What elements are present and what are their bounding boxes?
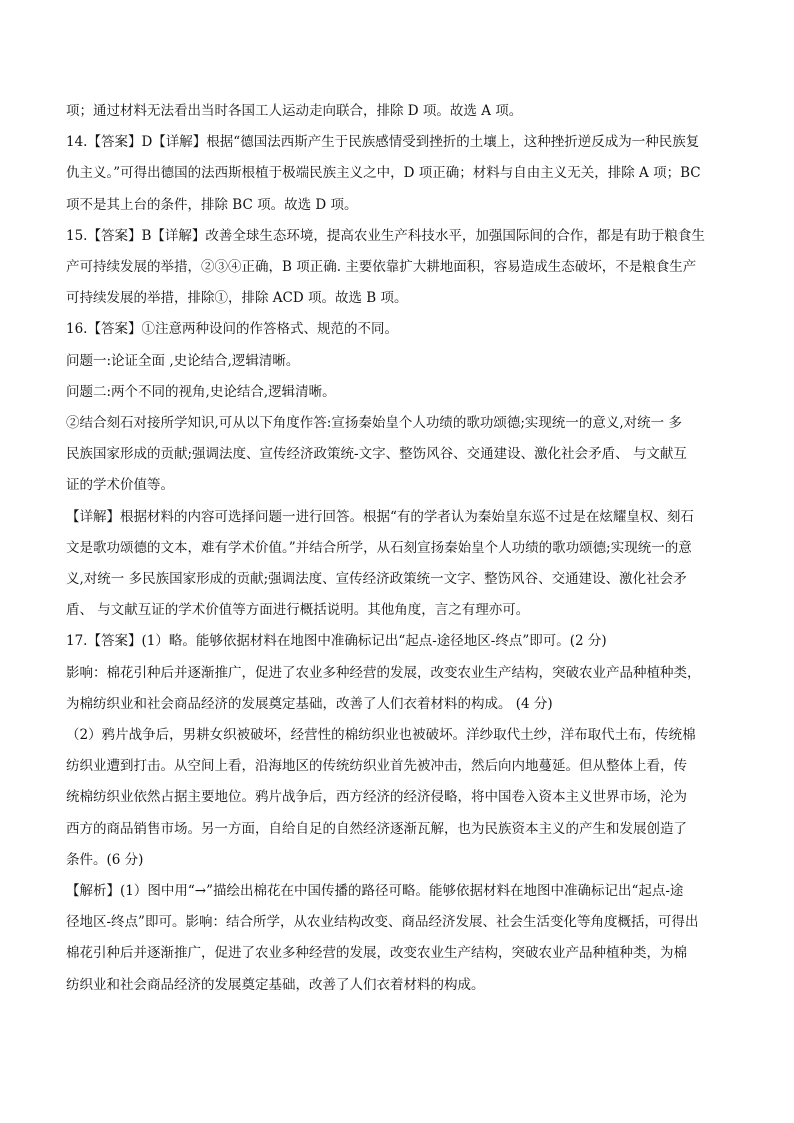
text-line: 仇主义。”可得出德国的法西斯根植于极端民族主义之中，D 项正确；材料与自由主义无关，排除 A 项；BC	[66, 165, 701, 182]
text-line: 可持续发展的举措，排除①，排除 ACD 项。故选 B 项。	[66, 290, 408, 307]
text-line: 产可持续发展的举措，②③④正确，B 项正确. 主要依靠扩大耕地面积，容易造成生态破坏，不是粮食生产	[66, 259, 697, 276]
text-line: 14.【答案】D【详解】根据“德国法西斯产生于民族感情受到挫折的土壤上，这种挫折逆反成为一种民族复	[66, 134, 700, 151]
text-line: 问题一:论证全面 ,史论结合,逻辑清晰。	[66, 352, 300, 369]
text-line: 项；通过材料无法看出当时各国工人运动走向联合，排除 D 项。故选 A 项。	[66, 103, 523, 119]
text-line: 问题二:两个不同的视角,史论结合,逻辑清晰。	[66, 383, 336, 400]
text-line: 盾、 与文献互证的学术价值等方面进行概括说明。其他角度，言之有理亦可。	[66, 602, 530, 619]
text-line: 西方的商品销售市场。另一方面，自给自足的自然经济逐渐瓦解，也为民族资本主义的产生和发展创造了	[66, 820, 687, 837]
text-line: 棉花引种后并逐渐推广，促进了农业多种经营的发展，改变农业生产结构，突破农业产品种植种类，为棉	[66, 945, 687, 962]
text-line: 17.【答案】(1）略。能够依据材料在地图中准确标记出“起点-途径地区-终点”即可。(2 分)	[66, 633, 607, 650]
text-line: 义,对统一 多民族国家形成的贡献;强调法度、宣传经济政策统一文字、整饬风谷、交通建设、激化社会矛	[66, 571, 687, 588]
text-line: 民族国家形成的贡献;强调法度、宣传经济政策统-文字、整饬风谷、交通建设、激化社会矛盾、 与文献互	[66, 446, 687, 463]
text-line: 统棉纺织业依然占据主要地位。鸦片战争后，西方经济的经济侵略，将中国卷入资本主义世界市场，沦为	[66, 789, 687, 806]
text-line: 15.【答案】B【详解】改善全球生态环境，提高农业生产科技水平，加强国际间的合作，都是有助于粮食生	[66, 227, 705, 244]
text-line: 项不是其上台的条件，排除 BC 项。故选 D 项。	[66, 196, 358, 213]
text-line: 16.【答案】①注意两种设问的作答格式、规范的不同。	[66, 321, 398, 338]
text-line: 为棉纺织业和社会商品经济的发展奠定基础，改善了人们衣着材料的构成。 (4 分)	[66, 695, 553, 712]
text-line: 文是歌功颂德的文本，难有学术价值。”并结合所学，从石刻宣扬秦始皇个人功绩的歌功颂德;实现统一的意	[66, 539, 692, 556]
text-line: ②结合刻石对接所学知识,可从以下角度作答:宣扬秦始皇个人功绩的歌功颂德;实现统一的意义,对统一 多	[66, 415, 682, 432]
text-line: 【解析】(1）图中用“→”描绘出棉花在中国传播的路径可略。能够依据材料在地图中准确标记出“起点-途	[66, 883, 684, 900]
text-line: 纺织业遭到打击。从空间上看，沿海地区的传统纺织业首先被冲击，然后向内地蔓延。但从整体上看，传	[66, 758, 687, 775]
text-line: 纺织业和社会商品经济的发展奠定基础，改善了人们衣着材料的构成。	[66, 976, 485, 993]
text-line: 证的学术价值等。	[66, 477, 174, 494]
text-line: 【详解】根据材料的内容可选择问题一进行回答。根据“有的学者认为秦始皇东巡不过是在炫耀皇权、刻石	[66, 508, 694, 525]
text-line: 条件。(6 分)	[66, 851, 144, 868]
text-line: （2）鸦片战争后，男耕女织被破坏，经营性的棉纺织业也被破坏。洋纱取代土纱，洋布取代土布，传统棉	[66, 727, 696, 744]
document-page	[66, 96, 728, 1001]
text-line: 径地区-终点”即可。影响：结合所学，从农业结构改变、商品经济发展、社会生活变化等角度概括，可得出	[66, 914, 699, 931]
text-line: 影响：棉花引种后并逐渐推广，促进了农业多种经营的发展，改变农业生产结构，突破农业产品种植种类，	[66, 664, 701, 681]
